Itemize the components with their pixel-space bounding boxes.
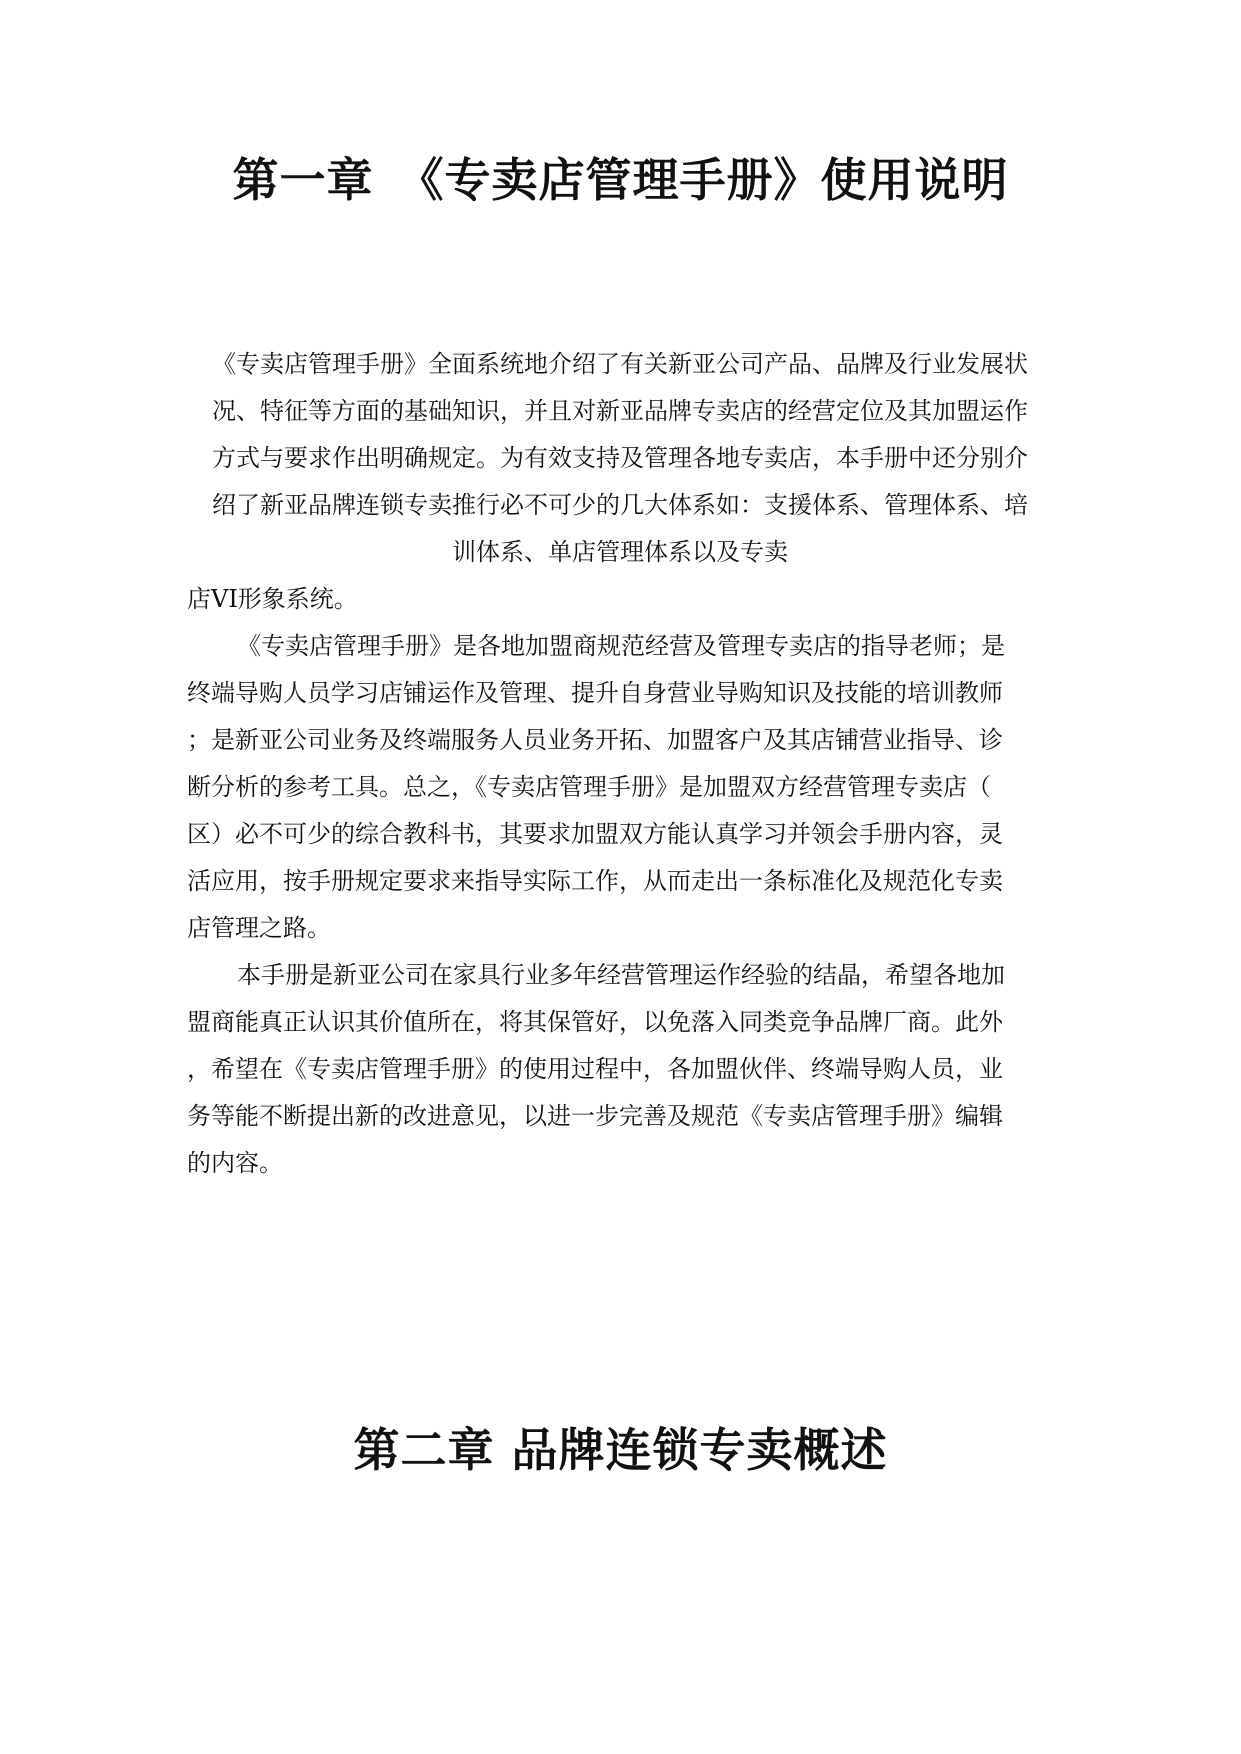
- paragraph-line: 的内容。: [187, 1149, 283, 1177]
- paragraph-line: 区）必不可少的综合教科书，其要求加盟双方能认真学习并领会手册内容，灵: [187, 820, 1003, 848]
- chapter-1-title: 第一章 《专卖店管理手册》使用说明: [232, 153, 1009, 207]
- paragraph-line: 断分析的参考工具。总之，《专卖店管理手册》是加盟双方经营管理专卖店（: [187, 773, 991, 801]
- paragraph-line: ，希望在《专卖店管理手册》的使用过程中，各加盟伙伴、终端导购人员，业: [187, 1055, 1003, 1083]
- paragraph-line: 终端导购人员学习店铺运作及管理、提升自身营业导购知识及技能的培训教师: [187, 679, 1003, 707]
- paragraph-line: 务等能不断提出新的改进意见，以进一步完善及规范《专卖店管理手册》编辑: [187, 1102, 1003, 1130]
- intro-line: 况、特征等方面的基础知识，并且对新亚品牌专卖店的经营定位及其加盟运作: [212, 397, 1028, 425]
- intro-line: 绍了新亚品牌连锁专卖推行必不可少的几大体系如：支援体系、管理体系、培: [212, 491, 1028, 519]
- paragraph-line: 店管理之路。: [187, 914, 331, 942]
- chapter-2-title: 第二章 品牌连锁专卖概述: [353, 1423, 888, 1477]
- paragraph-line: ；是新亚公司业务及终端服务人员业务开拓、加盟客户及其店铺营业指导、诊: [187, 726, 1003, 754]
- intro-line: 训体系、单店管理体系以及专卖: [452, 538, 788, 566]
- intro-line: 方式与要求作出明确规定。为有效支持及管理各地专卖店，本手册中还分别介: [212, 444, 1028, 472]
- paragraph-line: 本手册是新亚公司在家具行业多年经营管理运作经验的结晶，希望各地加: [237, 961, 1005, 989]
- intro-line: 《专卖店管理手册》全面系统地介绍了有关新亚公司产品、品牌及行业发展状: [212, 350, 1028, 378]
- paragraph-line: 《专卖店管理手册》是各地加盟商规范经营及管理专卖店的指导老师；是: [237, 632, 1005, 660]
- paragraph-line: 店VI形象系统。: [187, 585, 358, 613]
- paragraph-line: 活应用，按手册规定要求来指导实际工作，从而走出一条标准化及规范化专卖: [187, 867, 1003, 895]
- paragraph-line: 盟商能真正认识其价值所在，将其保管好，以免落入同类竞争品牌厂商。此外: [187, 1008, 1003, 1036]
